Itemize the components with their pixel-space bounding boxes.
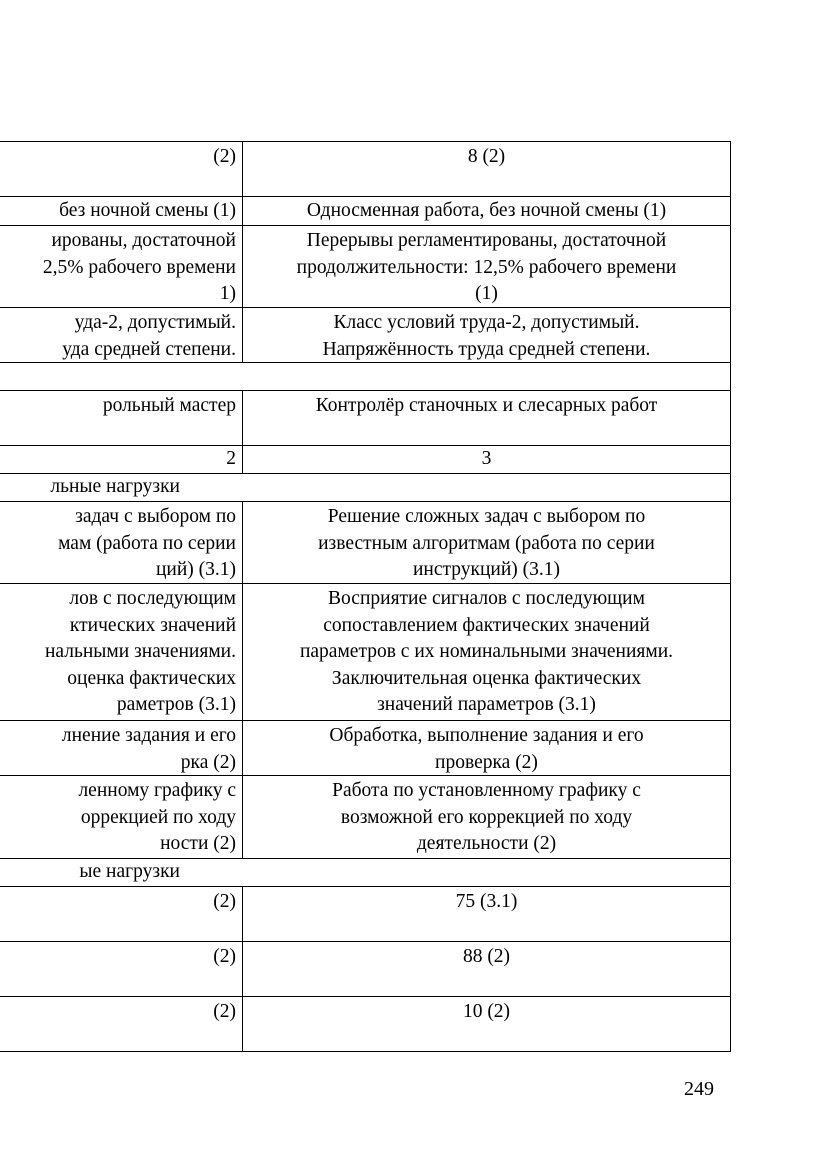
right-cell-line: 8 (2)	[467, 146, 506, 167]
left-cell-line: нальными значениями.	[44, 641, 236, 662]
table-row-section	[0, 473, 731, 501]
left-cell	[0, 391, 242, 445]
table-row	[0, 501, 731, 583]
right-cell	[243, 446, 730, 473]
left-cell-line: лнение задания и его	[61, 725, 236, 746]
right-cell	[243, 887, 730, 941]
table-row	[0, 775, 731, 858]
right-cell	[243, 942, 730, 996]
right-cell	[243, 142, 730, 196]
right-cell-line: Восприятие сигналов с последующим	[328, 588, 645, 609]
right-cell	[243, 997, 730, 1051]
table-row	[0, 141, 731, 196]
right-cell-line: известным алгоритмам (работа по серии	[318, 532, 655, 554]
section-header: льные нагрузки	[50, 476, 180, 497]
right-cell-line: Перерывы регламентированы, достаточной	[306, 230, 667, 251]
left-cell	[0, 197, 242, 225]
right-cell	[243, 721, 730, 775]
right-cell-line: сопоставлением фактических значений	[323, 614, 650, 636]
right-cell-line: 75 (3.1)	[455, 891, 518, 912]
right-cell-line: значений параметров (3.1)	[377, 694, 596, 715]
right-cell-line: возможной его коррекцией по ходу	[340, 806, 633, 828]
right-cell	[243, 197, 730, 225]
right-cell-line: параметров с их номинальными значениями.	[299, 641, 674, 662]
right-cell-line: проверка (2)	[435, 751, 538, 773]
left-cell-line: (2)	[213, 891, 236, 912]
right-cell-line: продолжительности: 12,5% рабочего времени	[296, 256, 677, 278]
left-cell-line: (2)	[213, 1001, 236, 1022]
left-cell	[0, 776, 242, 858]
table-row	[0, 196, 731, 225]
right-cell-line: 3	[481, 448, 492, 469]
right-cell-line: Обработка, выполнение задания и его	[329, 725, 644, 746]
right-cell	[243, 584, 730, 720]
table-row	[0, 583, 731, 720]
left-cell-line: уда-2, допустимый.	[74, 312, 236, 333]
left-cell	[0, 226, 242, 307]
left-cell	[0, 997, 242, 1051]
left-cell-line: (2)	[213, 946, 236, 967]
left-cell-line: оррекцией по ходу	[80, 806, 236, 828]
right-cell-line: Решение сложных задач с выбором по	[327, 506, 646, 527]
table-row	[0, 720, 731, 775]
left-cell-line: 2	[226, 448, 236, 469]
table-row	[0, 445, 731, 473]
table-row-empty	[0, 362, 731, 390]
table-row	[0, 886, 731, 941]
left-cell-line: задач с выбором по	[75, 506, 236, 527]
table-row	[0, 307, 731, 362]
left-cell	[0, 142, 242, 196]
right-cell-line: Класс условий труда-2, допустимый.	[333, 312, 640, 333]
left-cell-line: ированы, достаточной	[51, 230, 236, 251]
right-cell-line: деятельности (2)	[416, 833, 557, 854]
page-number: 249	[684, 1078, 714, 1100]
section-header: ые нагрузки	[79, 861, 180, 882]
left-cell-line: уда средней степени.	[62, 338, 236, 360]
left-cell-line: ктических значений	[69, 614, 236, 636]
left-cell	[0, 942, 242, 996]
right-cell	[243, 776, 730, 858]
right-cell-line: 88 (2)	[462, 946, 511, 967]
left-cell	[0, 584, 242, 720]
table-row-section	[0, 858, 731, 886]
left-cell-line: ленному графику с	[78, 780, 236, 801]
left-cell	[0, 721, 242, 775]
left-cell-line: 2,5% рабочего времени	[42, 256, 236, 278]
table-row	[0, 996, 731, 1052]
right-cell-line: Односменная работа, без ночной смены (1)	[306, 200, 667, 221]
left-cell-line: раметров (3.1)	[116, 694, 236, 715]
continuation-table	[0, 141, 731, 1052]
right-cell-line: Работа по установленному графику с	[332, 780, 641, 801]
left-cell-line: ций) (3.1)	[155, 559, 236, 580]
right-cell	[243, 226, 730, 307]
left-cell	[0, 446, 242, 473]
left-cell-line: лов с последующим	[69, 588, 236, 609]
right-cell	[243, 391, 730, 445]
left-cell-line: (2)	[213, 146, 236, 167]
right-cell	[243, 308, 730, 362]
right-cell-line: Контролёр станочных и слесарных работ	[315, 395, 658, 416]
left-cell-line: ности (2)	[160, 833, 236, 854]
table-row	[0, 941, 731, 996]
table-row	[0, 225, 731, 307]
right-cell	[243, 502, 730, 583]
left-cell-line: без ночной смены (1)	[59, 200, 236, 221]
right-cell-line: (1)	[475, 283, 498, 304]
left-cell-line: оценка фактических	[67, 667, 236, 689]
left-cell	[0, 308, 242, 362]
right-cell-line: Напряжённость труда средней степени.	[322, 338, 651, 360]
left-cell-line: 1)	[219, 283, 236, 304]
left-cell	[0, 887, 242, 941]
right-cell-line: инструкций) (3.1)	[412, 559, 561, 580]
right-cell-line: 10 (2)	[462, 1001, 511, 1022]
left-cell-line: рольный мастер	[102, 395, 236, 416]
left-cell-line: рка (2)	[180, 751, 236, 773]
left-cell	[0, 502, 242, 583]
table-row	[0, 390, 731, 445]
left-cell-line: мам (работа по серии	[58, 532, 236, 554]
right-cell-line: Заключительная оценка фактических	[331, 667, 642, 689]
